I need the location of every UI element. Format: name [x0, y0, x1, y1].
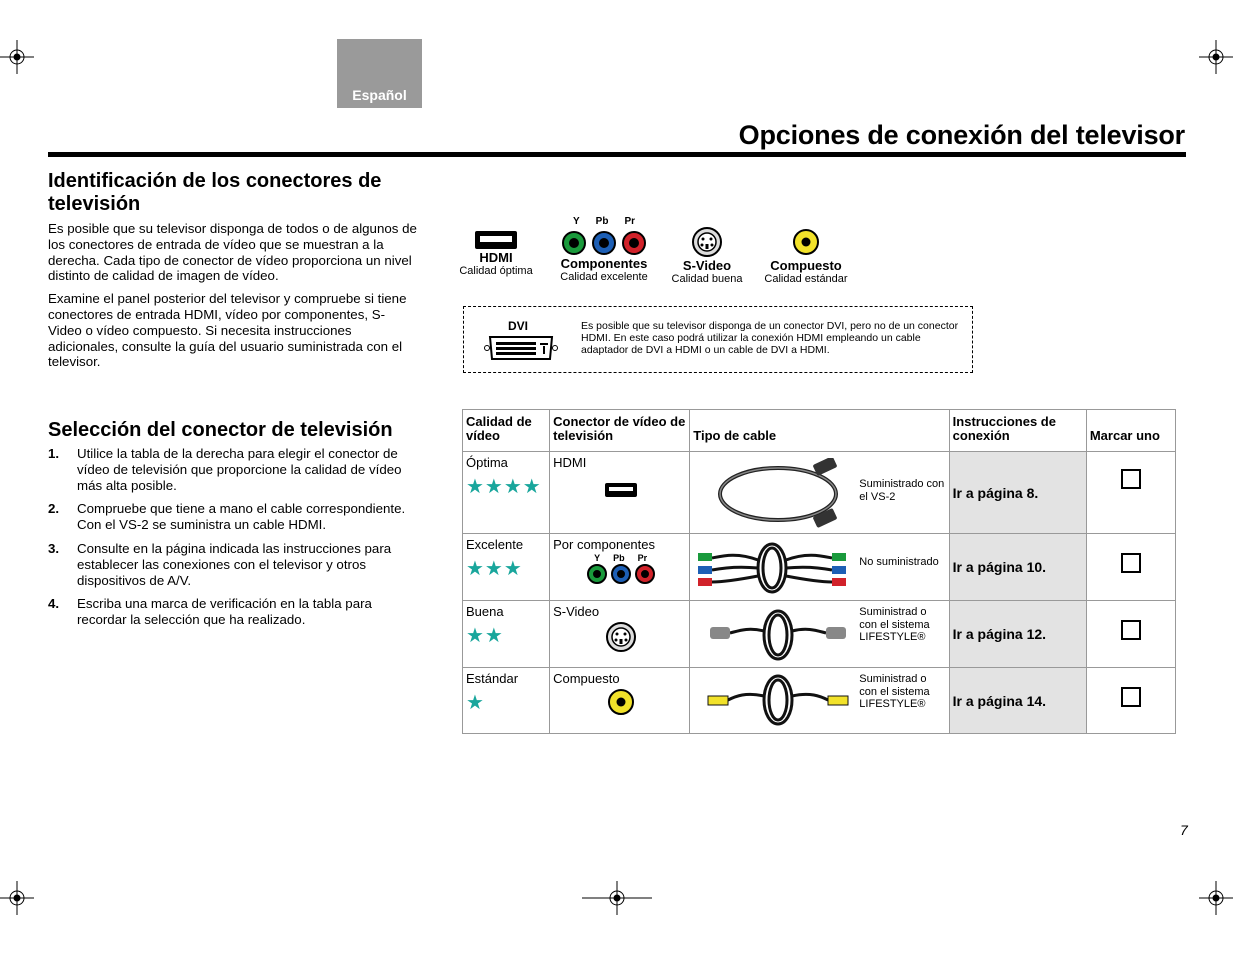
goto-page-8[interactable]: Ir a página 8. [949, 452, 1086, 534]
section1-para2: Examine el panel posterior del televisor y compruebe si tiene conectores de entrada HDMI, vídeo por componentes, S-Video o vídeo compuesto. Si necesita instrucciones adicionales, consulte la guía del usuario suministrada con el televisor. [48, 291, 407, 370]
connector-name: Componentes [560, 256, 648, 271]
page-title: Opciones de conexión del televisor [738, 120, 1185, 150]
section2-heading: Selección del conector de televisión [48, 419, 393, 441]
table-header-row [463, 410, 1176, 452]
mark-cell [1086, 452, 1175, 534]
step-text: Escriba una marca de verificación en la tabla para recordar la selección que ha realizado. [77, 596, 372, 628]
quality-cell [463, 534, 550, 601]
connector-cell [550, 601, 690, 668]
supplied-note: Suministrad o con el sistema LIFESTYLE® [859, 673, 930, 710]
connector-cell [550, 668, 690, 734]
step-text: Compruebe que tiene a mano el cable correspondiente. Con el VS-2 se suministra un cable HDMI. [77, 501, 406, 533]
connector-cell [550, 452, 690, 534]
quality-label: Óptima [466, 455, 508, 470]
connector-name: Compuesto [770, 258, 842, 273]
svideo-port-icon [691, 226, 723, 258]
connector-quality: Calidad estándar [764, 273, 848, 285]
connector-legend [456, 216, 856, 286]
page-number: 7 [1180, 822, 1188, 838]
header-cable: Tipo de cable [690, 410, 949, 452]
pr-label: Pr [637, 553, 648, 563]
mark-cell [1086, 601, 1175, 668]
table-row [463, 452, 1176, 534]
supplied-note: Suministrad o con el sistema LIFESTYLE® [859, 606, 930, 643]
checkbox[interactable] [1121, 620, 1141, 640]
section1-heading: Identificación de los conectores de televisión [48, 170, 382, 215]
goto-page-14[interactable]: Ir a página 14. [949, 668, 1086, 734]
header-instructions: Instrucciones de conexión [949, 410, 1086, 452]
step-text: Utilice la tabla de la derecha para elegir el conector de vídeo de televisión que proporcione la calidad de vídeo más alta posible. [77, 446, 402, 493]
title-rule [48, 152, 1186, 157]
component-ports-icon [557, 230, 651, 258]
star-rating: ★ [466, 692, 485, 714]
step-number: 1. [48, 446, 60, 461]
cable-cell [690, 452, 949, 534]
connector-composite [758, 228, 854, 285]
component-labels [594, 553, 686, 563]
connector-cell [550, 534, 690, 601]
section-identification [48, 170, 418, 370]
table-row [463, 668, 1176, 734]
table-row [463, 534, 1176, 601]
y-label: Y [572, 216, 580, 227]
hdmi-cable-image [716, 458, 848, 528]
quality-cell [463, 452, 550, 534]
pb-label: Pb [595, 216, 609, 227]
dvi-note-box [463, 306, 973, 373]
dvi-port-icon [484, 335, 558, 361]
cable-cell [690, 668, 949, 734]
component-ports-icon [585, 563, 655, 585]
connector-label: Por componentes [553, 537, 656, 552]
component-labels [554, 216, 654, 230]
step-item [48, 501, 420, 533]
y-label: Y [594, 553, 601, 563]
connector-label: HDMI [553, 455, 587, 470]
star-rating: ★★★ [466, 558, 523, 580]
connector-selection-table [462, 409, 1176, 734]
star-rating: ★★ [466, 625, 504, 647]
pb-label: Pb [613, 553, 625, 563]
header-quality: Calidad de vídeo [463, 410, 550, 452]
header-mark: Marcar uno [1086, 410, 1175, 452]
step-item [48, 446, 420, 493]
quality-cell [463, 668, 550, 734]
step-number: 4. [48, 596, 60, 612]
composite-cable-image [706, 672, 850, 728]
mark-cell [1086, 534, 1175, 601]
language-tab: Español [337, 39, 422, 108]
connector-component [554, 216, 654, 283]
hdmi-port-icon [604, 482, 638, 498]
supplied-note: Suministrado con el VS-2 [859, 478, 945, 503]
steps-list [48, 446, 420, 628]
composite-port-icon [607, 688, 635, 716]
connector-name: S-Video [682, 258, 732, 273]
connector-label: Compuesto [553, 671, 620, 686]
pr-label: Pr [624, 216, 635, 227]
quality-label: Estándar [466, 671, 519, 686]
quality-label: Excelente [466, 537, 524, 552]
supplied-note: No suministrado [859, 556, 939, 568]
connector-svideo [666, 226, 748, 285]
mark-cell [1086, 668, 1175, 734]
composite-port-icon [792, 228, 820, 256]
step-number: 2. [48, 501, 60, 517]
cable-cell [690, 534, 949, 601]
checkbox[interactable] [1121, 687, 1141, 707]
dvi-label: DVI [508, 319, 529, 333]
table-row [463, 601, 1176, 668]
quality-label: Buena [466, 604, 504, 619]
step-number: 3. [48, 540, 60, 556]
hdmi-port-icon [474, 230, 518, 250]
step-item [48, 596, 420, 628]
connector-hdmi [456, 230, 536, 277]
connector-quality: Calidad óptima [459, 265, 533, 277]
step-text: Consulte en la página indicada las instrucciones para establecer las conexiones con el televisor y otros dispositivos de A/V. [77, 540, 392, 588]
section-selection [48, 419, 420, 636]
star-rating: ★★★★ [466, 476, 542, 498]
section1-para1: Es posible que su televisor disponga de todos o de algunos de los conectores de entrada de vídeo que se muestran a la derecha. Cada tipo de conector de vídeo proporciona un nivel distinto de calidad de imagen de vídeo. [48, 221, 417, 284]
svideo-port-icon [605, 621, 637, 653]
step-item [48, 541, 420, 588]
header-connector: Conector de vídeo de televisión [550, 410, 690, 452]
checkbox[interactable] [1121, 553, 1141, 573]
connector-quality: Calidad buena [671, 273, 743, 285]
goto-page-10[interactable]: Ir a página 10. [949, 534, 1086, 601]
connector-quality: Calidad excelente [560, 271, 648, 283]
dvi-note-text: Es posible que su televisor disponga de un conector DVI, pero no de un conector HDMI. En este caso podrá utilizar la conexión HDMI empleando un cable adaptador de DVI a HDMI o un cable de DVI a HDMI. [581, 320, 959, 356]
svideo-cable-image [708, 605, 848, 663]
cable-cell [690, 601, 949, 668]
connector-label: S-Video [553, 604, 600, 619]
connector-name: HDMI [479, 250, 513, 265]
component-cable-image [692, 538, 852, 596]
goto-page-12[interactable]: Ir a página 12. [949, 601, 1086, 668]
checkbox[interactable] [1121, 469, 1141, 489]
quality-cell [463, 601, 550, 668]
